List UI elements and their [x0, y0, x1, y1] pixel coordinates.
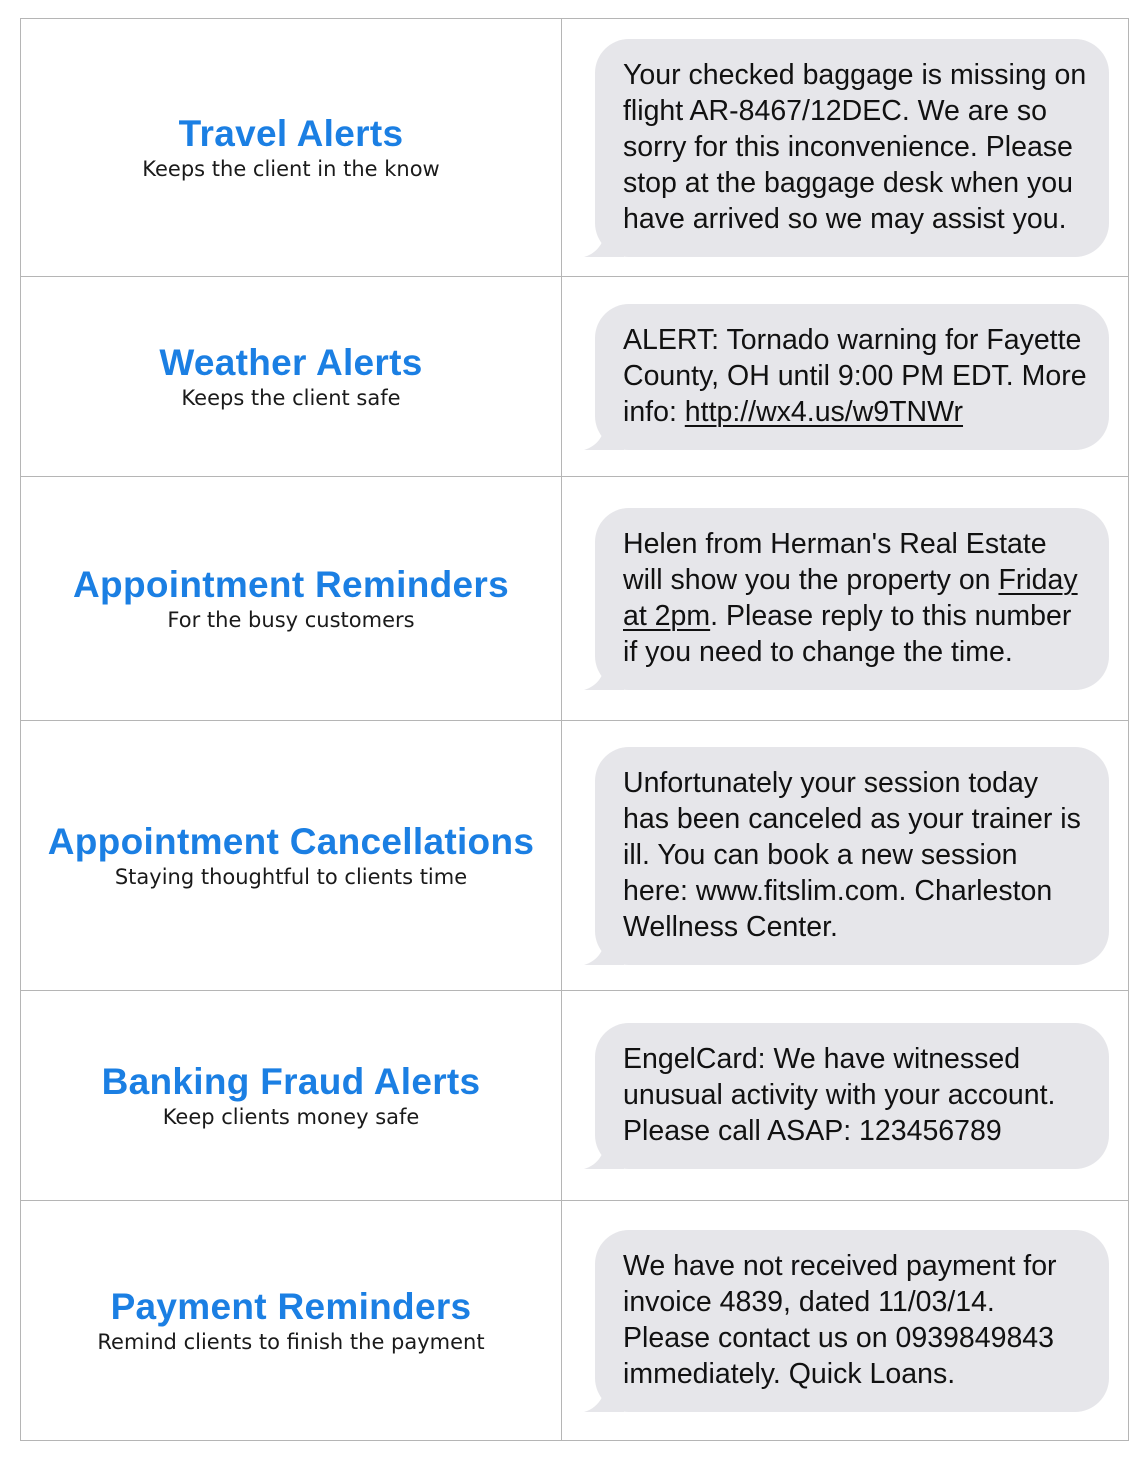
- message-bubble: [595, 1230, 1109, 1412]
- message-text: EngelCard: We have witnessed unusual activity with your account. Please call ASAP: 123456789: [595, 1023, 1109, 1169]
- table-row: [21, 277, 1129, 477]
- message-bubble: [595, 304, 1109, 450]
- message-link[interactable]: Friday at 2pm: [623, 563, 1078, 632]
- use-case-label-cell: [21, 1201, 562, 1440]
- use-case-title: Weather Alerts: [159, 341, 423, 383]
- use-case-label-cell: [21, 277, 562, 476]
- use-case-subtitle: Staying thoughtful to clients time: [114, 864, 468, 889]
- use-case-title: Payment Reminders: [110, 1285, 472, 1327]
- use-case-label-cell: [21, 721, 562, 990]
- table-row: [21, 991, 1129, 1201]
- use-case-subtitle: Keep clients money safe: [162, 1104, 420, 1129]
- use-case-title: Banking Fraud Alerts: [101, 1060, 481, 1102]
- use-case-label-cell: [21, 477, 562, 720]
- use-case-subtitle: Keeps the client in the know: [142, 156, 440, 181]
- message-text-part: Helen from Herman's Real Estate will show you the property on: [623, 527, 1047, 596]
- message-cell: [562, 1201, 1129, 1440]
- message-text: [595, 508, 1109, 690]
- use-case-title: Travel Alerts: [178, 112, 404, 154]
- message-bubble: [595, 508, 1109, 690]
- message-cell: [562, 19, 1129, 276]
- use-case-title: Appointment Cancellations: [47, 820, 535, 862]
- message-text-part: . Please reply to this number if you need to change the time.: [623, 599, 1072, 668]
- use-case-subtitle: Remind clients to finish the payment: [97, 1329, 485, 1354]
- table-row: [21, 721, 1129, 991]
- message-link[interactable]: http://wx4.us/w9TNWr: [684, 395, 964, 428]
- message-cell: [562, 277, 1129, 476]
- message-bubble: [595, 1023, 1109, 1169]
- use-case-label-cell: [21, 19, 562, 276]
- use-case-subtitle: For the busy customers: [167, 607, 415, 632]
- table-row: [21, 19, 1129, 277]
- message-text: Unfortunately your session today has been canceled as your trainer is ill. You can book a new session here: www.fitslim.com. Charleston Wellness Center.: [595, 747, 1109, 965]
- use-case-title: Appointment Reminders: [73, 563, 509, 605]
- message-text: [595, 304, 1109, 450]
- message-text: We have not received payment for invoice 4839, dated 11/03/14. Please contact us on 0939849843 immediately. Quick Loans.: [595, 1230, 1109, 1412]
- message-bubble: [595, 39, 1109, 257]
- table-row: [21, 477, 1129, 721]
- message-cell: [562, 721, 1129, 990]
- message-text: Your checked baggage is missing on flight AR-8467/12DEC. We are so sorry for this inconvenience. Please stop at the baggage desk when you have arrived so we may assist you.: [595, 39, 1109, 257]
- use-case-label-cell: [21, 991, 562, 1200]
- message-cell: [562, 991, 1129, 1200]
- message-text-part: ALERT: Tornado warning for Fayette County, OH until 9:00 PM EDT. More info:: [623, 323, 1087, 428]
- message-bubble: [595, 747, 1109, 965]
- table-row: [21, 1201, 1129, 1441]
- use-case-subtitle: Keeps the client safe: [181, 385, 401, 410]
- message-cell: [562, 477, 1129, 720]
- use-case-table: [20, 18, 1129, 1441]
